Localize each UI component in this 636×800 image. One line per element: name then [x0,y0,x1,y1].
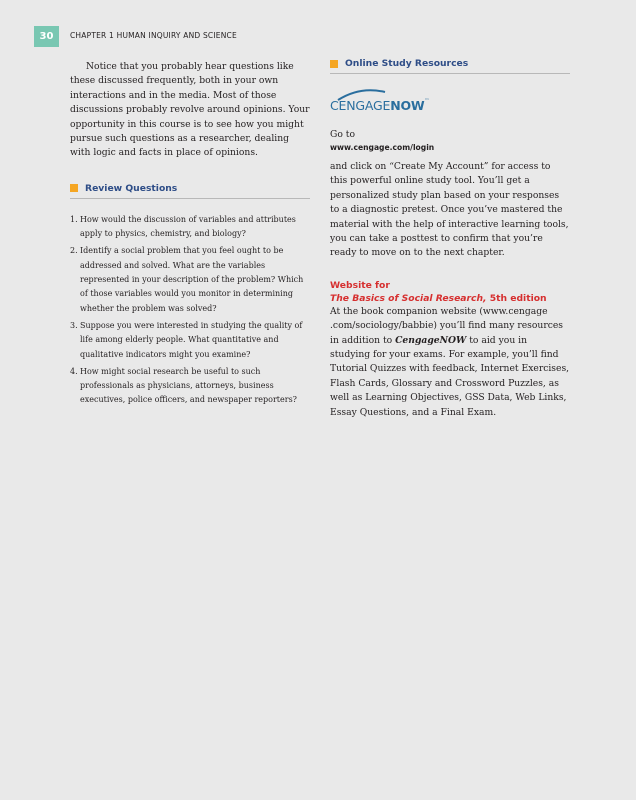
review-questions-heading [70,183,310,199]
left-column [70,60,310,411]
website-heading: Website for The Basics of Social Research, 5th edition [330,279,547,304]
square-bullet-icon [330,60,338,68]
right-column [330,58,570,420]
online-resources-title: Online Study Resources [345,58,469,69]
list-item: 1. How would the discussion of variables and attributes apply to physics, chemistry, and biology? [70,214,296,239]
page-number: 30 [34,26,59,47]
square-bullet-icon [70,184,78,192]
review-questions-title: Review Questions [85,182,178,194]
study-plan-paragraph: and click on “Create My Account” for access to this powerful online study tool. You’ll get a personalized study plan based on your responses to a diagnostic pretest. Once you’ve mastered the material with the help of interactive learning tools, you can take a posttest to confirm that you’re ready to move on to the next chapter. [330,161,569,259]
list-item: 2. Identify a social problem that you feel ought to be addressed and solved. What are the variables represented in your description of the problem? Which of those variables would you monitor in determining whether the problem was solved? [70,246,304,313]
cengagenow-logo: CENGAGENOW™ [330,88,570,120]
login-url[interactable]: www.cengage.com/login [330,143,435,152]
online-resources-heading [330,58,570,74]
companion-website-paragraph: At the book companion website (www.cengage .com/sociology/babbie) you’ll find many resources in addition to CengageNOW to aid you in studying for your exams. For example, you’ll find Tutorial Quizzes with feedback, Internet Exercises, Flash Cards, Glossary and Crossword Puzzles, as well as Learning Objectives, GSS Data, Web Links, Essay Questions, and a Final Exam. [330,305,570,418]
intro-paragraph: Notice that you probably hear questions like these discussed frequently, both in your own interactions and in the media. Most of those discussions probably revolve around opinions. Your opportunity in this course is to see how you might pursue such questions as a researcher, dealing with logic and facts in place of opinions. [70,61,310,159]
list-item: 3. Suppose you were interested in studying the quality of life among elderly people. What quantitative and qualitative indicators might you examine? [70,320,303,359]
review-questions-list [70,213,310,408]
goto-label: Go to [330,129,356,140]
list-item: 4. How might social research be useful to such professionals as physicians, attorneys, business executives, police officers, and newspaper reporters? [70,366,297,405]
running-head: CHAPTER 1 HUMAN INQUIRY AND SCIENCE [70,31,237,40]
